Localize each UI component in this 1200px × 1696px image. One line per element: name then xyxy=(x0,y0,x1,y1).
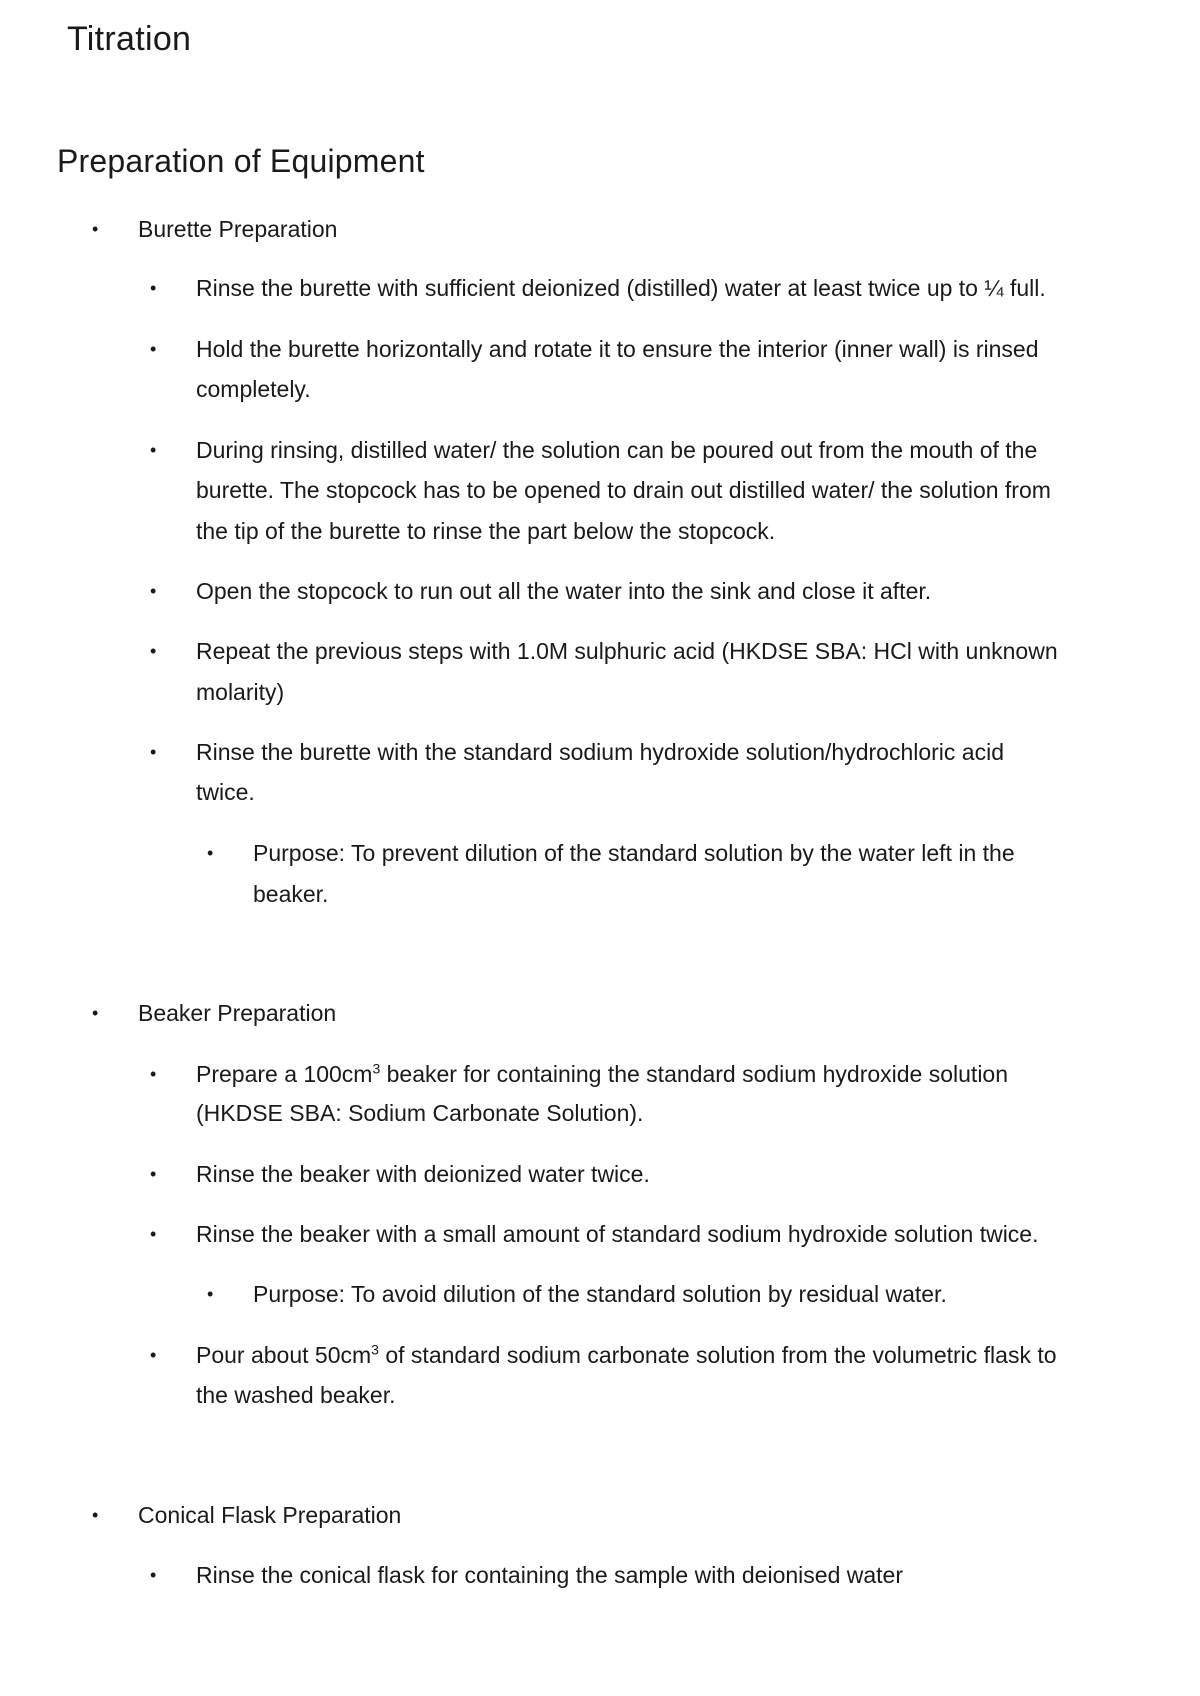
list-item-text: Open the stopcock to run out all the water into the sink and close it after. xyxy=(196,578,932,604)
bullet-icon: • xyxy=(150,742,157,762)
text-fragment: of standard sodium carbonate solution from the volumetric flask to xyxy=(378,1342,1057,1368)
bullet-icon: • xyxy=(150,641,157,661)
document-title: Titration xyxy=(67,20,192,58)
bullet-icon: • xyxy=(92,1505,99,1525)
text-fragment: beaker for containing the standard sodium hydroxide solution xyxy=(380,1061,1009,1087)
bullet-icon: • xyxy=(92,219,99,239)
bullet-icon: • xyxy=(207,1284,214,1304)
bullet-icon: • xyxy=(207,843,214,863)
list-item-text: Rinse the burette with the standard sodium hydroxide solution/hydrochloric acid xyxy=(196,739,1004,765)
bullet-icon: • xyxy=(150,1224,157,1244)
list-item-text: the tip of the burette to rinse the part below the stopcock. xyxy=(196,518,776,544)
list-item-text: Hold the burette horizontally and rotate it to ensure the interior (inner wall) is rinsed xyxy=(196,336,1039,362)
purpose-text: beaker. xyxy=(253,881,329,907)
bullet-icon: • xyxy=(150,1565,157,1585)
list-item-text: Rinse the beaker with a small amount of standard sodium hydroxide solution twice. xyxy=(196,1221,1039,1247)
superscript: 3 xyxy=(371,1341,379,1358)
list-item-text xyxy=(196,1054,1008,1095)
bullet-icon: • xyxy=(150,1164,157,1184)
list-item-text: molarity) xyxy=(196,679,285,705)
list-item-text: Rinse the conical flask for containing the sample with deionised water xyxy=(196,1562,903,1588)
purpose-text: Purpose: To avoid dilution of the standard solution by residual water. xyxy=(253,1281,947,1307)
list-item-text: burette. The stopcock has to be opened to drain out distilled water/ the solution from xyxy=(196,477,1051,503)
list-item-text: twice. xyxy=(196,779,255,805)
list-item-text: Repeat the previous steps with 1.0M sulphuric acid (HKDSE SBA: HCl with unknown xyxy=(196,638,1058,664)
section-heading: Preparation of Equipment xyxy=(57,143,425,179)
text-fragment: Pour about 50cm xyxy=(196,1342,372,1368)
list-item-text: During rinsing, distilled water/ the solution can be poured out from the mouth of the xyxy=(196,437,1038,463)
bullet-icon: • xyxy=(150,1345,157,1365)
bullet-icon: • xyxy=(150,1064,157,1084)
bullet-icon: • xyxy=(150,581,157,601)
superscript: 3 xyxy=(372,1060,381,1077)
list-item-text: completely. xyxy=(196,376,311,402)
bullet-icon: • xyxy=(150,278,157,298)
subheading-burette: Burette Preparation xyxy=(138,216,338,242)
text-fragment: Prepare a 100cm xyxy=(196,1061,373,1087)
list-item-text: Rinse the burette with sufficient deionized (distilled) water at least twice up to ¼ full. xyxy=(196,275,1046,301)
list-item-text: Rinse the beaker with deionized water twice. xyxy=(196,1161,650,1187)
list-item-text: (HKDSE SBA: Sodium Carbonate Solution). xyxy=(196,1100,644,1126)
subheading-conical: Conical Flask Preparation xyxy=(138,1502,402,1528)
bullet-icon: • xyxy=(150,339,157,359)
list-item-text xyxy=(196,1335,1057,1376)
list-item-text: the washed beaker. xyxy=(196,1382,396,1408)
subheading-beaker: Beaker Preparation xyxy=(138,1000,337,1026)
purpose-text: Purpose: To prevent dilution of the standard solution by the water left in the xyxy=(253,840,1015,866)
bullet-icon: • xyxy=(150,440,157,460)
bullet-icon: • xyxy=(92,1003,99,1023)
